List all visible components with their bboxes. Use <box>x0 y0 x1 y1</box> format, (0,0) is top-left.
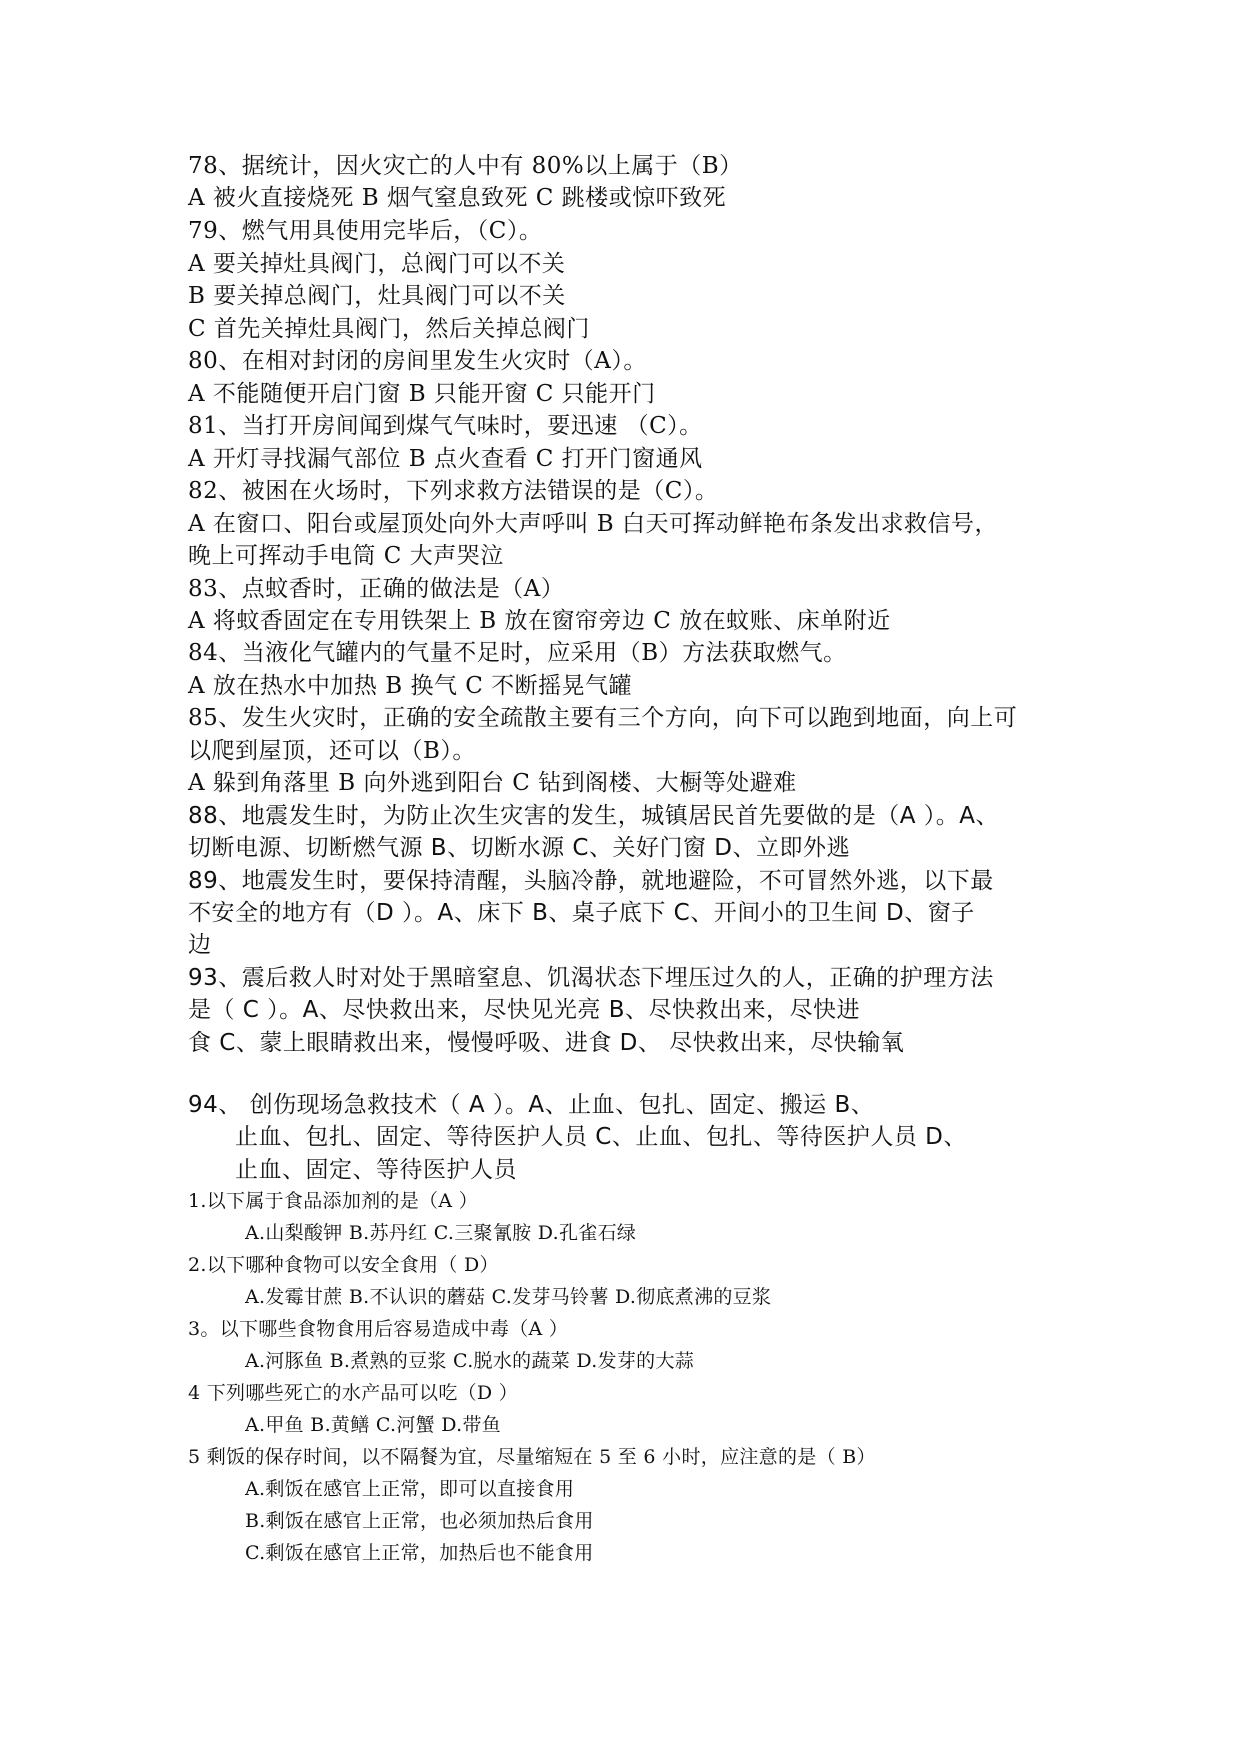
question-79: 79、燃气用具使用完毕后，（C）。 <box>188 218 543 244</box>
food-options-3: A.河豚鱼 B.煮熟的豆浆 C.脱水的蔬菜 D.发芽的大蒜 <box>245 1350 695 1372</box>
question-78: 78、据统计，因火灾亡的人中有 80%以上属于（B） <box>188 153 743 179</box>
question-93-line-2: 是（ C ）。A、尽快救出来，尽快见光亮 B、尽快救出来，尽快进 <box>188 997 861 1023</box>
question-82: 82、被困在火场时，下列求救方法错误的是（C）。 <box>188 478 719 504</box>
food-options-4: A.甲鱼 B.黄鳝 C.河蟹 D.带鱼 <box>245 1414 502 1436</box>
question-84: 84、当液化气罐内的气量不足时，应采用（B）方法获取燃气。 <box>188 640 847 666</box>
question-81: 81、当打开房间闻到煤气气味时，要迅速 （C）。 <box>188 413 703 439</box>
options-84: A 放在热水中加热 B 换气 C 不断摇晃气罐 <box>188 673 633 699</box>
question-94-line-2: 止血、包扎、固定、等待医护人员 C、止血、包扎、等待医护人员 D、 <box>235 1124 967 1150</box>
question-94-line-3: 止血、固定、等待医护人员 <box>235 1157 517 1183</box>
food-question-2: 2.以下哪种食物可以安全食用（ D） <box>188 1254 499 1276</box>
option-79-b: B 要关掉总阀门，灶具阀门可以不关 <box>188 283 566 309</box>
food-option-5-c: C.剩饭在感官上正常，加热后也不能食用 <box>245 1542 594 1564</box>
options-81: A 开灯寻找漏气部位 B 点火查看 C 打开门窗通风 <box>188 446 703 472</box>
options-78: A 被火直接烧死 B 烟气窒息致死 C 跳楼或惊吓致死 <box>188 185 727 211</box>
question-89-line-3: 边 <box>188 932 212 958</box>
question-88-line-2: 切断电源、切断燃气源 B、切断水源 C、关好门窗 D、立即外逃 <box>188 835 850 861</box>
options-83: A 将蚊香固定在专用铁架上 B 放在窗帘旁边 C 放在蚊账、床单附近 <box>188 608 891 634</box>
options-82-line-2: 晚上可挥动手电筒 C 大声哭泣 <box>188 543 504 569</box>
question-89-line-2: 不安全的地方有（D ）。A、床下 B、桌子底下 C、开间小的卫生间 D、窗子 <box>188 900 975 926</box>
options-80: A 不能随便开启门窗 B 只能开窗 C 只能开门 <box>188 381 656 407</box>
food-question-1: 1.以下属于食品添加剂的是（A ） <box>188 1190 478 1212</box>
food-question-4: 4 下列哪些死亡的水产品可以吃（D ） <box>188 1382 519 1404</box>
option-79-c: C 首先关掉灶具阀门，然后关掉总阀门 <box>188 316 590 342</box>
question-83: 83、点蚊香时，正确的做法是（A） <box>188 576 565 602</box>
food-options-2: A.发霉甘蔗 B.不认识的蘑菇 C.发芽马铃薯 D.彻底煮沸的豆浆 <box>245 1286 772 1308</box>
question-93-line-3: 食 C、蒙上眼睛救出来，慢慢呼吸、进食 D、 尽快救出来，尽快输氧 <box>188 1030 905 1056</box>
option-79-a: A 要关掉灶具阀门，总阀门可以不关 <box>188 251 566 277</box>
food-question-3: 3。以下哪些食物食用后容易造成中毒（A ） <box>188 1318 569 1340</box>
food-options-1: A.山梨酸钾 B.苏丹红 C.三聚氰胺 D.孔雀石绿 <box>245 1222 637 1244</box>
question-80: 80、在相对封闭的房间里发生火灾时（A）。 <box>188 348 647 374</box>
options-85: A 躲到角落里 B 向外逃到阳台 C 钻到阁楼、大橱等处避难 <box>188 770 797 796</box>
question-94-line-1: 94、 创伤现场急救技术（ A ）。A、止血、包扎、固定、搬运 B、 <box>188 1092 875 1118</box>
food-option-5-b: B.剩饭在感官上正常，也必须加热后食用 <box>245 1510 594 1532</box>
question-85-line-1: 85、发生火灾时，正确的安全疏散主要有三个方向，向下可以跑到地面，向上可 <box>188 705 1018 731</box>
food-question-5: 5 剩饭的保存时间，以不隔餐为宜，尽量缩短在 5 至 6 小时，应注意的是（ B） <box>188 1446 876 1468</box>
question-85-line-2: 以爬到屋顶，还可以（B）。 <box>188 738 476 764</box>
food-option-5-a: A.剩饭在感官上正常，即可以直接食用 <box>245 1478 575 1500</box>
question-89-line-1: 89、地震发生时，要保持清醒，头脑冷静，就地避险，不可冒然外逃，以下最 <box>188 868 994 894</box>
question-93-line-1: 93、震后救人时对处于黑暗窒息、饥渴状态下埋压过久的人，正确的护理方法 <box>188 965 994 991</box>
options-82-line-1: A 在窗口、阳台或屋顶处向外大声呼叫 B 白天可挥动鲜艳布条发出求救信号， <box>188 511 998 537</box>
question-88-line-1: 88、地震发生时，为防止次生灾害的发生，城镇居民首先要做的是（A ）。A、 <box>188 803 1000 829</box>
